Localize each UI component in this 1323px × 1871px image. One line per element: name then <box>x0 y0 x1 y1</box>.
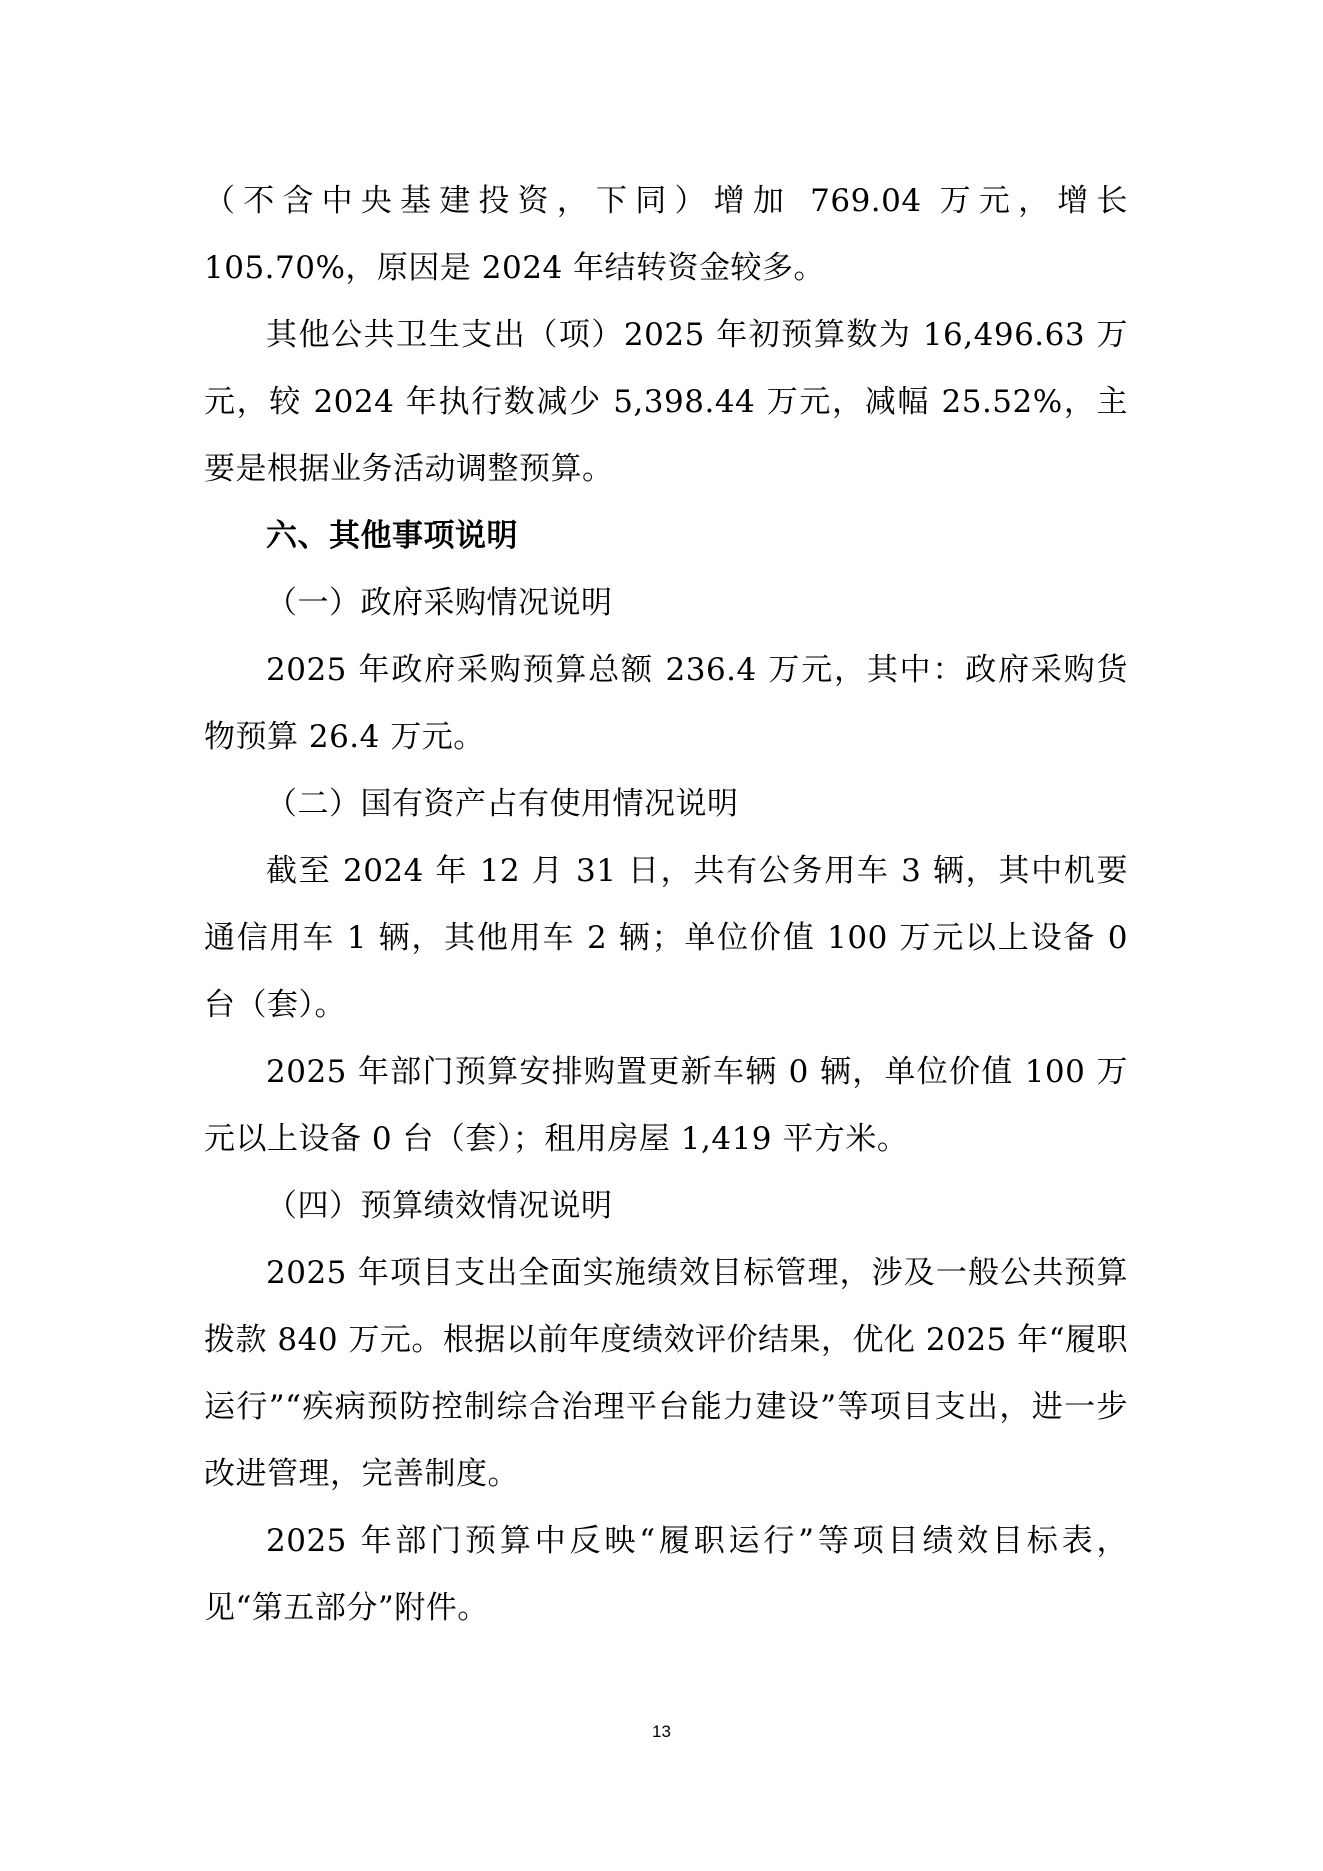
page-number: 13 <box>652 1722 671 1741</box>
paragraph-government-procurement: 2025 年政府采购预算总额 236.4 万元，其中：政府采购货物预算 26.4 万元。 <box>204 652 1128 755</box>
paragraph-other-public-health: 其他公共卫生支出（项）2025 年初预算数为 16,496.63 万元，较 2024 年执行数减少 5,398.44 万元，减幅 25.52%，主要是根据业务活动调整预算。 <box>204 317 1128 487</box>
section-heading-other-matters: 六、其他事项说明 <box>266 518 518 554</box>
paragraph-performance-attachment: 2025 年部门预算中反映“履职运行”等项目绩效目标表，见“第五部分”附件。 <box>204 1523 1128 1626</box>
subheading-state-assets: （二）国有资产占有使用情况说明 <box>266 786 739 822</box>
paragraph-state-assets-budget: 2025 年部门预算安排购置更新车辆 0 辆，单位价值 100 万元以上设备 0 台（套）；租用房屋 1,419 平方米。 <box>204 1054 1128 1157</box>
paragraph-continuation: （不含中央基建投资，下同）增加 769.04 万元，增长 105.70%，原因是 2024 年结转资金较多。 <box>204 183 1128 286</box>
subheading-performance: （四）预算绩效情况说明 <box>266 1188 613 1224</box>
paragraph-state-assets-vehicles: 截至 2024 年 12 月 31 日，共有公务用车 3 辆，其中机要通信用车 1 辆，其他用车 2 辆；单位价值 100 万元以上设备 0 台（套）。 <box>204 853 1128 1023</box>
subheading-government-procurement: （一）政府采购情况说明 <box>266 585 613 621</box>
page-body <box>204 168 1128 1642</box>
paragraph-performance-management: 2025 年项目支出全面实施绩效目标管理，涉及一般公共预算拨款 840 万元。根据以前年度绩效评价结果，优化 2025 年“履职运行”“疾病预防控制综合治理平台能力建设”等项目支出，进一步改进管理，完善制度。 <box>204 1255 1128 1492</box>
